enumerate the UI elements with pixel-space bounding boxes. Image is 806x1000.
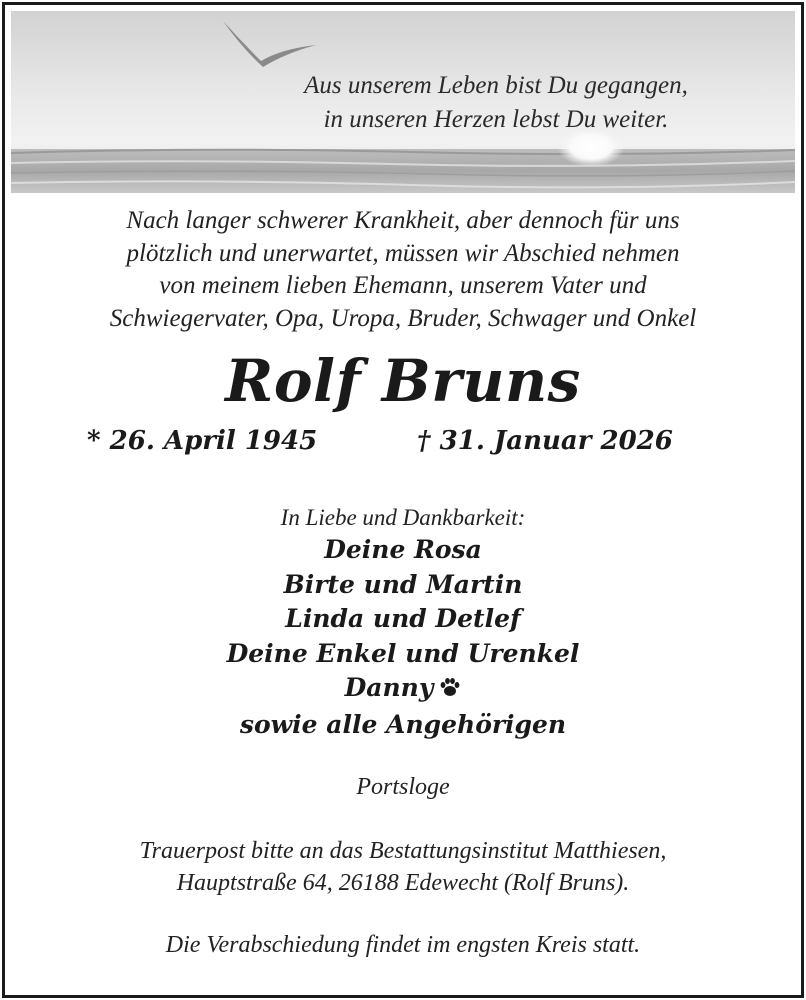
- paw-print-icon: [439, 673, 461, 708]
- intro-line: Schwiegervater, Opa, Uropa, Bruder, Schwager und Onkel: [109, 304, 697, 332]
- condolence-address: [5, 835, 801, 899]
- motto-line: in unseren Herzen lebst Du weiter.: [323, 106, 669, 133]
- mourner-name: Linda und Detlef: [285, 604, 521, 634]
- intro-line: Nach langer schwerer Krankheit, aber dennoch für uns: [126, 207, 680, 234]
- farewell-note: Die Verabschiedung findet im engsten Kreis statt.: [165, 932, 641, 958]
- mourner-name: Deine Enkel und Urenkel: [226, 638, 580, 668]
- mourner-name: Deine Rosa: [324, 535, 482, 564]
- intro-text: [5, 205, 801, 335]
- mourner-name: sowie alle Angehörigen: [239, 709, 567, 739]
- motto-line: Aus unserem Leben bist Du gegangen,: [304, 72, 688, 99]
- intro-line: plötzlich und unerwartet, müssen wir Abschied nehmen: [126, 239, 680, 267]
- birth-date: * 26. April 1945: [87, 426, 318, 456]
- seascape-header-image: [11, 11, 795, 193]
- mourner-name: Birte und Martin: [283, 569, 523, 599]
- intro-line: von meinem lieben Ehemann, unserem Vater und: [159, 272, 647, 299]
- address-line: Hauptstraße 64, 26188 Edewecht (Rolf Bruns).: [176, 870, 630, 896]
- mourner-pet: [5, 671, 801, 708]
- thanks-line: In Liebe und Dankbarkeit:: [280, 505, 526, 530]
- death-date: † 31. Januar 2026: [417, 426, 673, 456]
- deceased-name: Rolf Bruns: [225, 347, 581, 415]
- address-line: Trauerpost bitte an das Bestattungsinstitut Matthiesen,: [139, 838, 667, 864]
- place-name: Portsloge: [356, 774, 450, 800]
- mourner-list: [5, 533, 801, 743]
- obituary-card: [2, 2, 804, 998]
- mourner-name: Danny: [344, 673, 434, 703]
